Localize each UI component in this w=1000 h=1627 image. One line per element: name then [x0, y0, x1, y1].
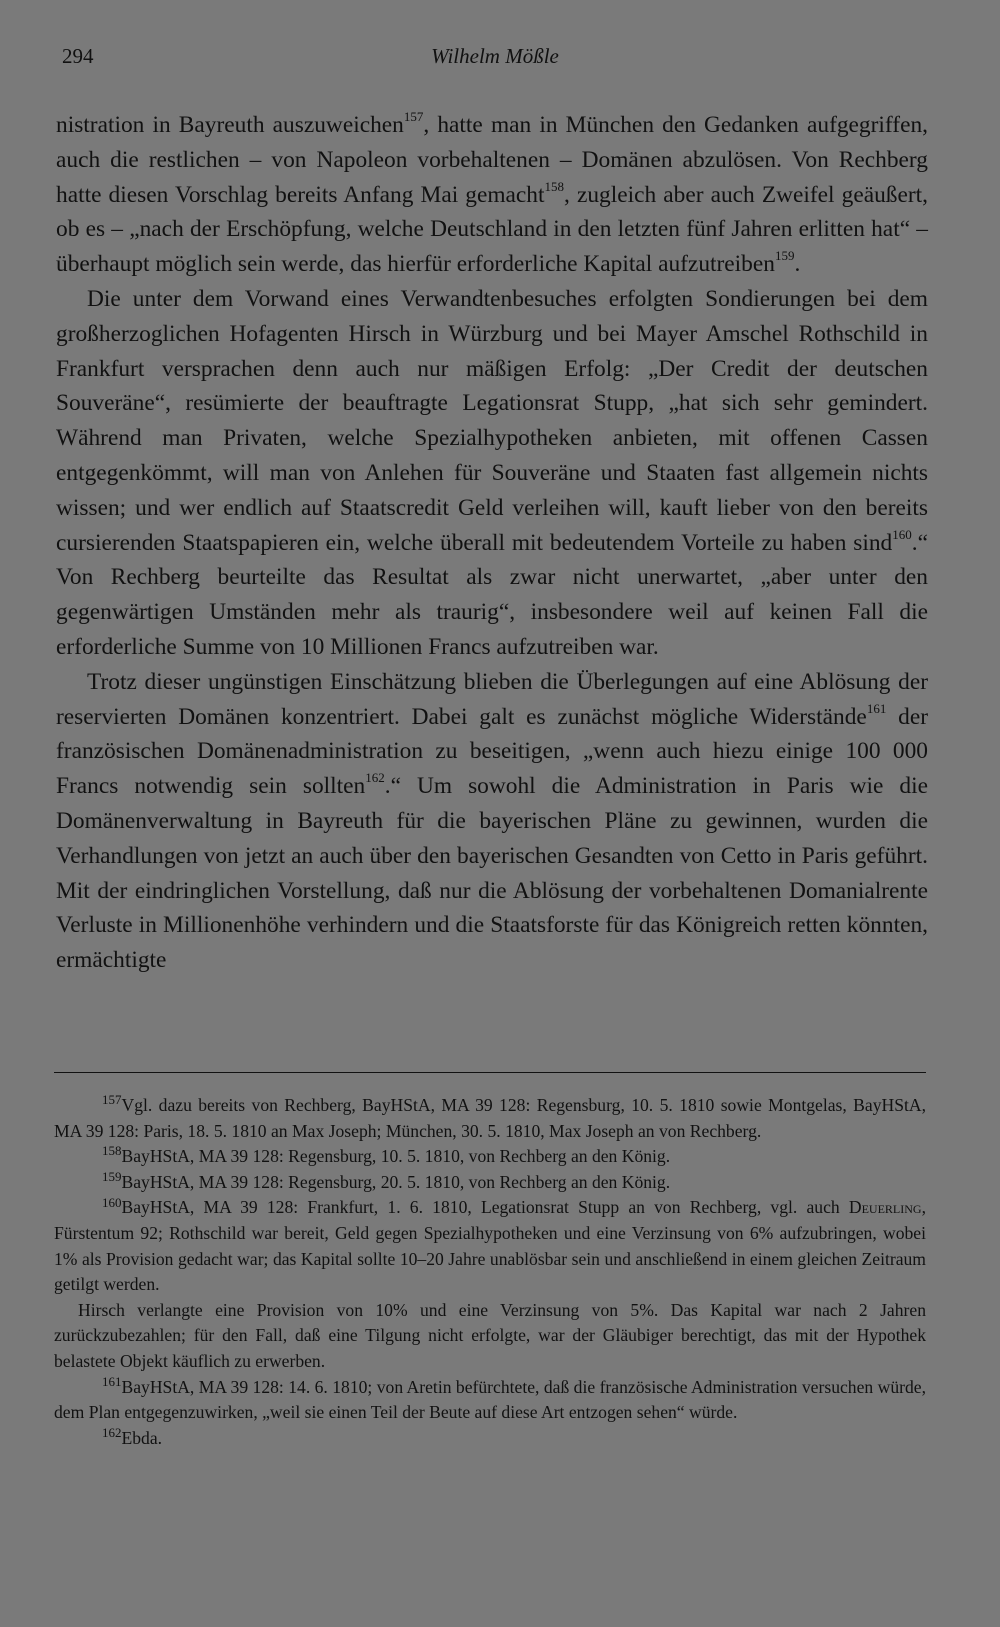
page-number: 294	[62, 44, 94, 68]
text-span: .“ Von Rechberg beurteilte das Resultat als zwar nicht unerwartet, „aber unter den gegenwärtigen Umständen mehr als traurig“, insbesondere weil auf keinen Fall die erforderliche Summe von 10 Millionen Francs aufzutreiben war.	[56, 529, 928, 660]
footnote-ref-157: 157	[403, 109, 424, 125]
paragraph-3	[56, 665, 928, 978]
footnote-157: 157Vgl. dazu bereits von Rechberg, BayHStA, MA 39 128: Regensburg, 10. 5. 1810 sowie Montgelas, BayHStA, MA 39 128: Paris, 18. 5. 1810 an Max Joseph; München, 30. 5. 1810, Max Joseph an von Rechberg.	[54, 1092, 926, 1141]
page-header	[62, 44, 928, 74]
main-text	[56, 108, 928, 978]
text-span: Trotz dieser ungünstigen Einschätzung blieben die Überlegungen auf eine Ablösung der reservierten Domänen konzentriert. Dabei galt es zunächst mögliche Widerstände	[56, 668, 928, 730]
text-span: Die unter dem Vorwand eines Verwandtenbesuches erfolgten Sondierungen bei dem großherzoglichen Hofagenten Hirsch in Würzburg und bei Mayer Amschel Rothschild in Frankfurt versprachen denn auch nur mäßigen Erfolg: „Der Credit der deutschen Souveräne“, resümierte der beauftragte Legationsrat Stupp, „hat sich sehr gemindert. Während man Privaten, welche Spezialhypotheken anbieten, mit offenen Cassen entgegenkömmt, will man von Anlehen für Souveräne und Staaten fast allgemein nichts wissen; und wer endlich auf Staatscredit Geld verleihen will, kauft lieber von den bereits cursierenden Staatspapieren ein, welche überall mit bedeutendem Vorteile zu haben sind	[56, 285, 928, 556]
footnote-text: BayHStA, MA 39 128: Regensburg, 20. 5. 1810, von Rechberg an den König.	[121, 1171, 671, 1192]
footnote-separator	[54, 1072, 926, 1073]
text-span: , zugleich aber auch Zweifel geäußert, ob es – „nach der Erschöpfung, welche Deutschland in den letzten fünf Jahren erlitten hat“ – überhaupt möglich sein werde, das hierfür erforderliche Kapital aufzutreiben	[56, 181, 928, 278]
text-span: .	[794, 251, 801, 278]
text-span: , hatte man in München den Gedanken aufgegriffen, auch die restlichen – von Napoleon vorbehaltenen – Domänen abzulösen. Von Rechberg hatte diesen Vorschlag bereits Anfang Mai gemacht	[56, 112, 928, 208]
footnote-text: , Fürstentum 92; Rothschild war bereit, Geld gegen Spezialhypotheken und eine Verzinsung von 6% aufzubringen, wobei 1% als Provision gedacht war; das Kapital sollte 10–20 Jahre unablösbar sein und anschließend in einem gleichen Zeitraum getilgt werden.	[54, 1197, 926, 1295]
footnote-text: Vgl. dazu bereits von Rechberg, BayHStA, MA 39 128: Regensburg, 10. 5. 1810 sowie Montgelas, BayHStA, MA 39 128: Paris, 18. 5. 1810 an Max Joseph; München, 30. 5. 1810, Max Joseph an von Rechberg.	[54, 1095, 926, 1141]
footnote-161: 161BayHStA, MA 39 128: 14. 6. 1810; von Aretin befürchtete, daß die französische Administration versuchen würde, dem Plan entgegenzuwirken, „weil sie einen Teil der Beute auf diese Art entzogen sehen“ würde.	[54, 1373, 926, 1423]
footnote-158: 158BayHStA, MA 39 128: Regensburg, 10. 5. 1810, von Rechberg an den König.	[102, 1143, 671, 1167]
author-name: Deuerling	[848, 1197, 922, 1218]
footnote-ref-159: 159	[774, 248, 795, 264]
text-span: .“ Um sowohl die Administration in Paris wie die Domänenverwaltung in Bayreuth für die bayerischen Pläne zu gewinnen, wurden die Verhandlungen von jetzt an auch über den bayerischen Gesandten von Cetto in Paris geführt. Mit der eindringlichen Vorstellung, daß nur die Ablösung der vorbehaltenen Domanialrente Verluste in Millionenhöhe verhindern und die Staatsforste für das Königreich retten könnten, ermächtigte	[56, 773, 929, 974]
paragraph-2	[56, 282, 928, 665]
paragraph-1	[56, 108, 928, 282]
footnote-160-continuation: Hirsch verlangte eine Provision von 10% und eine Verzinsung von 5%. Das Kapital war nach 2 Jahren zurückzubezahlen; für den Fall, daß eine Tilgung nicht erfolgte, war der Gläubiger berechtigt, das mit der Hypothek belastete Objekt käuflich zu erwerben.	[54, 1299, 926, 1371]
running-title: Wilhelm Mößle	[431, 44, 559, 68]
footnote-text: BayHStA, MA 39 128: Regensburg, 10. 5. 1810, von Rechberg an den König.	[121, 1146, 671, 1167]
footnote-162: 162Ebda.	[102, 1424, 163, 1448]
footnotes	[54, 1093, 926, 1451]
footnote-ref-158: 158	[544, 178, 565, 194]
footnote-text: BayHStA, MA 39 128: 14. 6. 1810; von Aretin befürchtete, daß die französische Administration versuchen würde, dem Plan entgegenzuwirken, „weil sie einen Teil der Beute auf diese Art entzogen sehen“ würde.	[54, 1376, 926, 1423]
footnote-text: Ebda.	[121, 1427, 163, 1448]
footnote-160: 160BayHStA, MA 39 128: Frankfurt, 1. 6. 1810, Legationsrat Stupp an von Rechberg, vgl. auch Deuerling, Fürstentum 92; Rothschild war bereit, Geld gegen Spezialhypotheken und eine Verzinsung von 6% aufzubringen, wobei 1% als Provision gedacht war; das Kapital sollte 10–20 Jahre unablösbar sein und anschließend in einem gleichen Zeitraum getilgt werden.	[54, 1194, 926, 1295]
text-span: nistration in Bayreuth auszuweichen	[56, 112, 404, 138]
footnote-ref-161: 161	[866, 700, 887, 716]
text-span: der französischen Domänenadministration zu beseitigen, „wenn auch hiezu einige 100 000 Francs notwendig sein sollten	[56, 703, 928, 800]
footnote-159: 159BayHStA, MA 39 128: Regensburg, 20. 5. 1810, von Rechberg an den König.	[102, 1168, 671, 1192]
footnote-text: BayHStA, MA 39 128: Frankfurt, 1. 6. 1810, Legationsrat Stupp an von Rechberg, vgl. auch	[121, 1197, 849, 1218]
footnote-ref-162: 162	[365, 770, 385, 786]
footnote-ref-160: 160	[892, 526, 912, 542]
